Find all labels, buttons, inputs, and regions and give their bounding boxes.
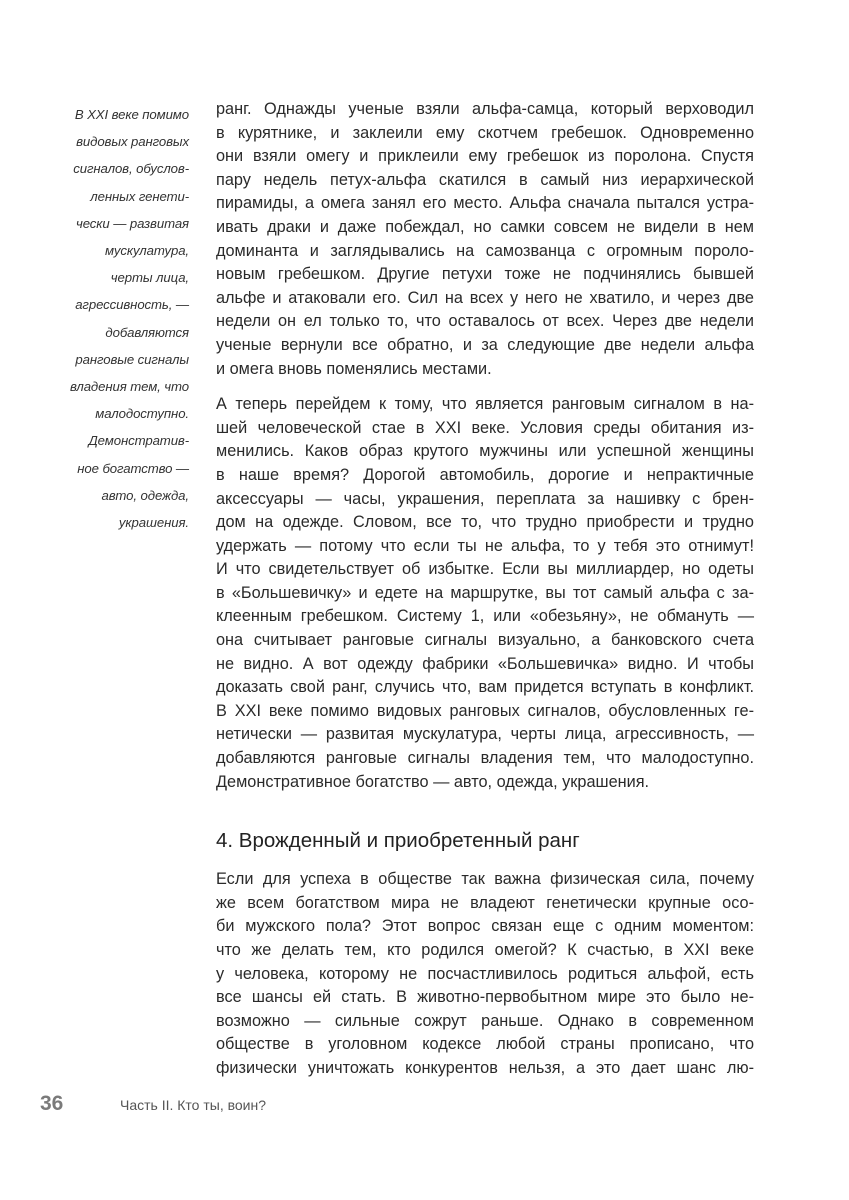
text-line: что же делать тем, кто родился омегой? К счастью, в XXI веке — [216, 941, 754, 959]
margin-note-line: В XXI веке помимо — [74, 107, 189, 122]
text-line: И что свидетельствует об избытке. Если вы миллиардер, но одеты — [216, 560, 754, 579]
text-line: у человека, которому не посчастливилось родиться альфой, есть — [216, 964, 754, 983]
text-line: дом на одежде. Словом, все то, что трудно приобрести и трудно — [216, 513, 754, 532]
section-heading: 4. Врожденный и приобретенный ранг — [216, 829, 580, 853]
text-line: они взяли омегу и приклеили ему гребешок из поролона. Спустя — [216, 147, 754, 166]
text-line: и омега вновь поменялись местами. — [216, 359, 492, 378]
margin-note-line: украшения. — [118, 515, 189, 531]
text-line: пирамиды, а омега занял его место. Альфа сначала пытался устра- — [216, 194, 754, 213]
running-title: Часть II. Кто ты, воин? — [120, 1097, 267, 1113]
margin-note-line: ное богатство — — [77, 460, 189, 476]
text-line: ранг. Однажды ученые взяли альфа-самца, который верховодил — [216, 100, 754, 118]
text-line: же всем богатством мира не владеют генетически крупные осо- — [216, 893, 754, 912]
margin-note-line: ленных генети- — [90, 188, 189, 204]
text-line: клеенным гребешком. Систему 1, или «обезьяну», не обмануть — — [216, 607, 754, 626]
text-line: она считывает ранговые сигналы визуально, а банковского счета — [216, 631, 754, 650]
text-line: добавляются ранговые сигналы владения тем, что малодоступно. — [216, 749, 754, 768]
paragraph-rank-signals — [216, 393, 754, 794]
text-line: физически уничтожать конкурентов нельзя, а это дает шанс лю- — [216, 1058, 754, 1077]
page-footer — [40, 1092, 266, 1116]
margin-note-line: агрессивность, — — [75, 297, 189, 313]
paragraph-innate-vs-acquired — [216, 868, 754, 1080]
margin-note-line: чески — развитая — [75, 215, 189, 231]
text-line: шей человеческой стае в XXI веке. Условия среды обитания из- — [216, 418, 754, 437]
margin-note-line: мускулатура, — [105, 243, 189, 259]
text-line: альфе и атаковали его. Сил на всех у него не хватило, и через две — [216, 288, 754, 307]
margin-note-line: черты лица, — [110, 270, 189, 286]
text-line: пару недель петух-альфа скатился в самый низ иерархической — [216, 170, 754, 189]
margin-note-line: добавляются — [105, 324, 189, 340]
main-text-column — [216, 98, 754, 1081]
text-line: ивать драки и даже побеждал, но самки совсем не видели в нем — [216, 217, 754, 236]
margin-note-line: Демонстратив- — [88, 433, 189, 449]
margin-note-line: ранговые сигналы — [75, 351, 189, 367]
text-line: удержать — потому что если ты не альфа, то у тебя это отнимут! — [216, 536, 754, 555]
text-line: нетически — развитая мускулатура, черты лица, агрессивность, — — [216, 725, 754, 744]
text-line: возможно — сильные сожрут раньше. Однако в современном — [216, 1011, 754, 1030]
margin-note-line: владения тем, что — [70, 379, 189, 395]
paragraph-chicken-experiment — [216, 98, 754, 381]
text-line: А теперь перейдем к тому, что является ранговым сигналом в на- — [216, 395, 754, 414]
text-line: в «Большевичку» и едете на маршрутке, вы тот самый альфа с за- — [216, 583, 754, 602]
margin-note-line: видовых ранговых — [76, 134, 189, 150]
text-line: би мужского пола? Этот вопрос связан еще с одним моментом: — [216, 917, 754, 936]
text-line: не видно. А вот одежду фабрики «Большевичка» видно. И чтобы — [216, 654, 754, 673]
text-line: доказать свой ранг, случись что, вам придется вступать в конфликт. — [216, 678, 754, 697]
margin-note-line: сигналов, обуслов- — [73, 161, 189, 177]
text-line: доминанта и заглядывались на самозванца с огромным пороло- — [216, 241, 754, 260]
text-line: все шансы ей стать. В животно-первобытном мире это было не- — [216, 988, 754, 1007]
text-line: В XXI веке помимо видовых ранговых сигналов, обусловленных ге- — [216, 701, 754, 720]
margin-note — [40, 101, 189, 536]
text-line: Если для успеха в обществе так важна физическая сила, почему — [216, 870, 754, 889]
text-line: в наше время? Дорогой автомобиль, дорогие и непрактичные — [216, 465, 754, 484]
text-line: ученые вернули все обратно, и за следующие две недели альфа — [216, 335, 754, 354]
margin-note-line: авто, одежда, — [101, 487, 189, 503]
text-line: в курятнике, и заклеили ему скотчем гребешок. Одновременно — [216, 123, 754, 142]
text-line: Демонстративное богатство — авто, одежда, украшения. — [216, 772, 650, 791]
margin-note-line: малодоступно. — [95, 406, 189, 422]
text-line: аксессуары — часы, украшения, переплата за нашивку с брен- — [216, 489, 754, 508]
text-line: менились. Каков образ крутого мужчины или успешной женщины — [216, 442, 754, 461]
text-line: обществе в уголовном кодексе любой страны прописано, что — [216, 1035, 754, 1054]
page-number: 36 — [40, 1092, 64, 1115]
text-line: новым гребешком. Другие петухи тоже не подчинялись бывшей — [216, 265, 754, 284]
text-line: недели он ел только то, что оставалось от всех. Через две недели — [216, 312, 754, 331]
